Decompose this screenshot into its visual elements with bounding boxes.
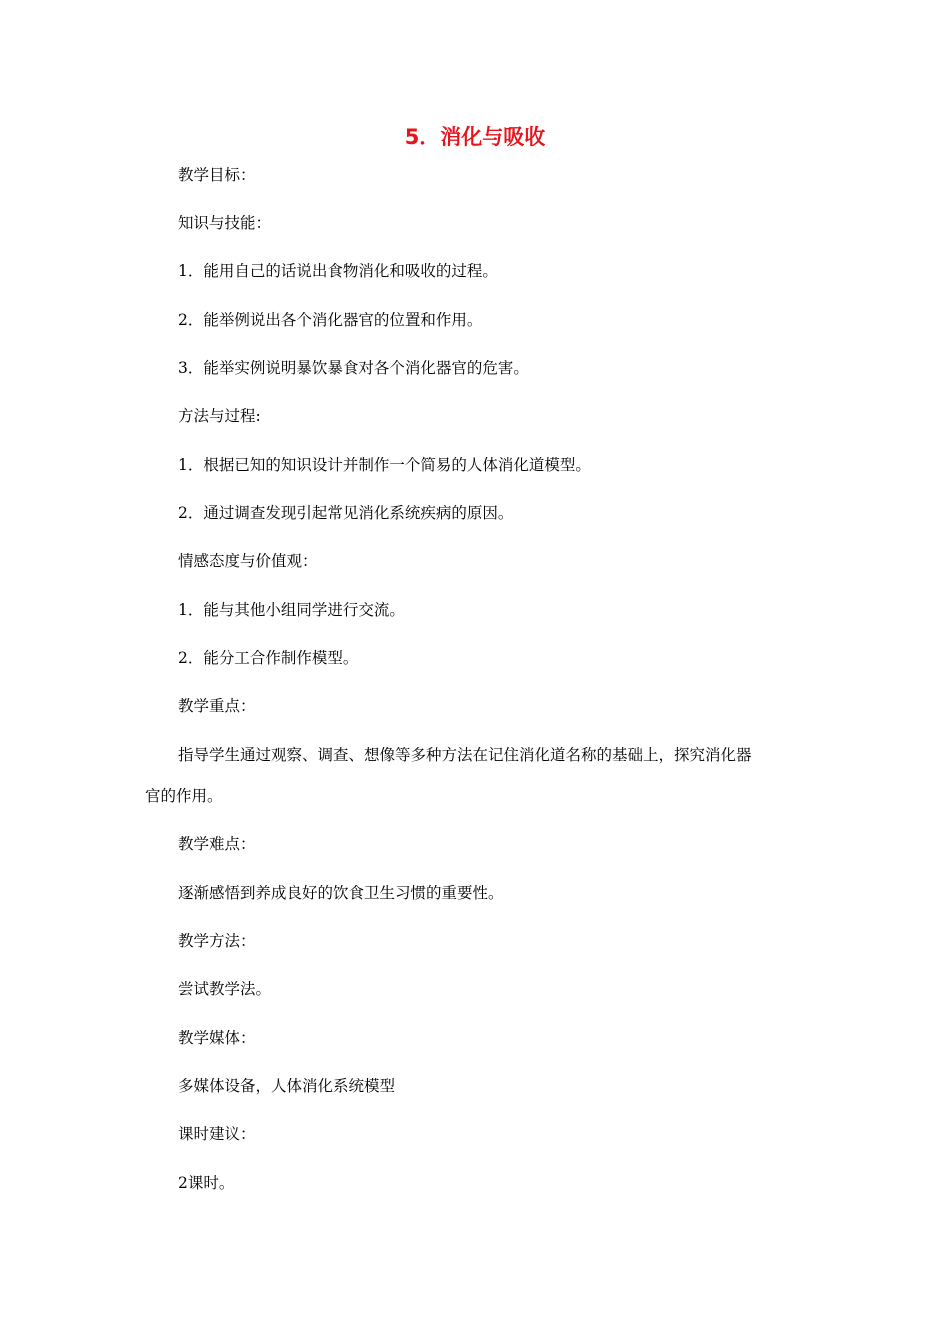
method-item-2: 2．通过调查发现引起常见消化系统疾病的原因。 [178, 504, 514, 522]
heading-teaching-goals: 教学目标： [178, 166, 256, 184]
key-points-text: 指导学生通过观察、调查、想像等多种方法在记住消化道名称的基础上，探究消化器 [178, 746, 752, 764]
heading-teaching-media: 教学媒体： [178, 1029, 256, 1047]
heading-difficulties: 教学难点： [178, 835, 256, 853]
teaching-media-text: 多媒体设备，人体消化系统模型 [178, 1077, 396, 1095]
heading-teaching-method: 教学方法： [178, 932, 256, 950]
class-hours-text: 2课时。 [178, 1174, 235, 1192]
heading-class-hours: 课时建议： [178, 1125, 256, 1143]
heading-attitude-values: 情感态度与价值观： [178, 552, 318, 570]
heading-knowledge-skills: 知识与技能： [178, 214, 272, 232]
knowledge-item-1: 1．能用自己的话说出食物消化和吸收的过程。 [178, 262, 498, 280]
method-item-1: 1．根据已知的知识设计并制作一个简易的人体消化道模型。 [178, 456, 591, 474]
document-title: 5．消化与吸收 [404, 125, 546, 149]
key-points-text-continued: 官的作用。 [145, 787, 223, 805]
knowledge-item-3: 3．能举实例说明暴饮暴食对各个消化器官的危害。 [178, 359, 529, 377]
heading-method-process: 方法与过程: [178, 407, 261, 425]
attitude-item-1: 1．能与其他小组同学进行交流。 [178, 601, 405, 619]
heading-key-points: 教学重点： [178, 697, 256, 715]
knowledge-item-2: 2．能举例说出各个消化器官的位置和作用。 [178, 311, 483, 329]
difficulties-text: 逐渐感悟到养成良好的饮食卫生习惯的重要性。 [178, 884, 504, 902]
attitude-item-2: 2．能分工合作制作模型。 [178, 649, 359, 667]
teaching-method-text: 尝试教学法。 [178, 980, 272, 998]
